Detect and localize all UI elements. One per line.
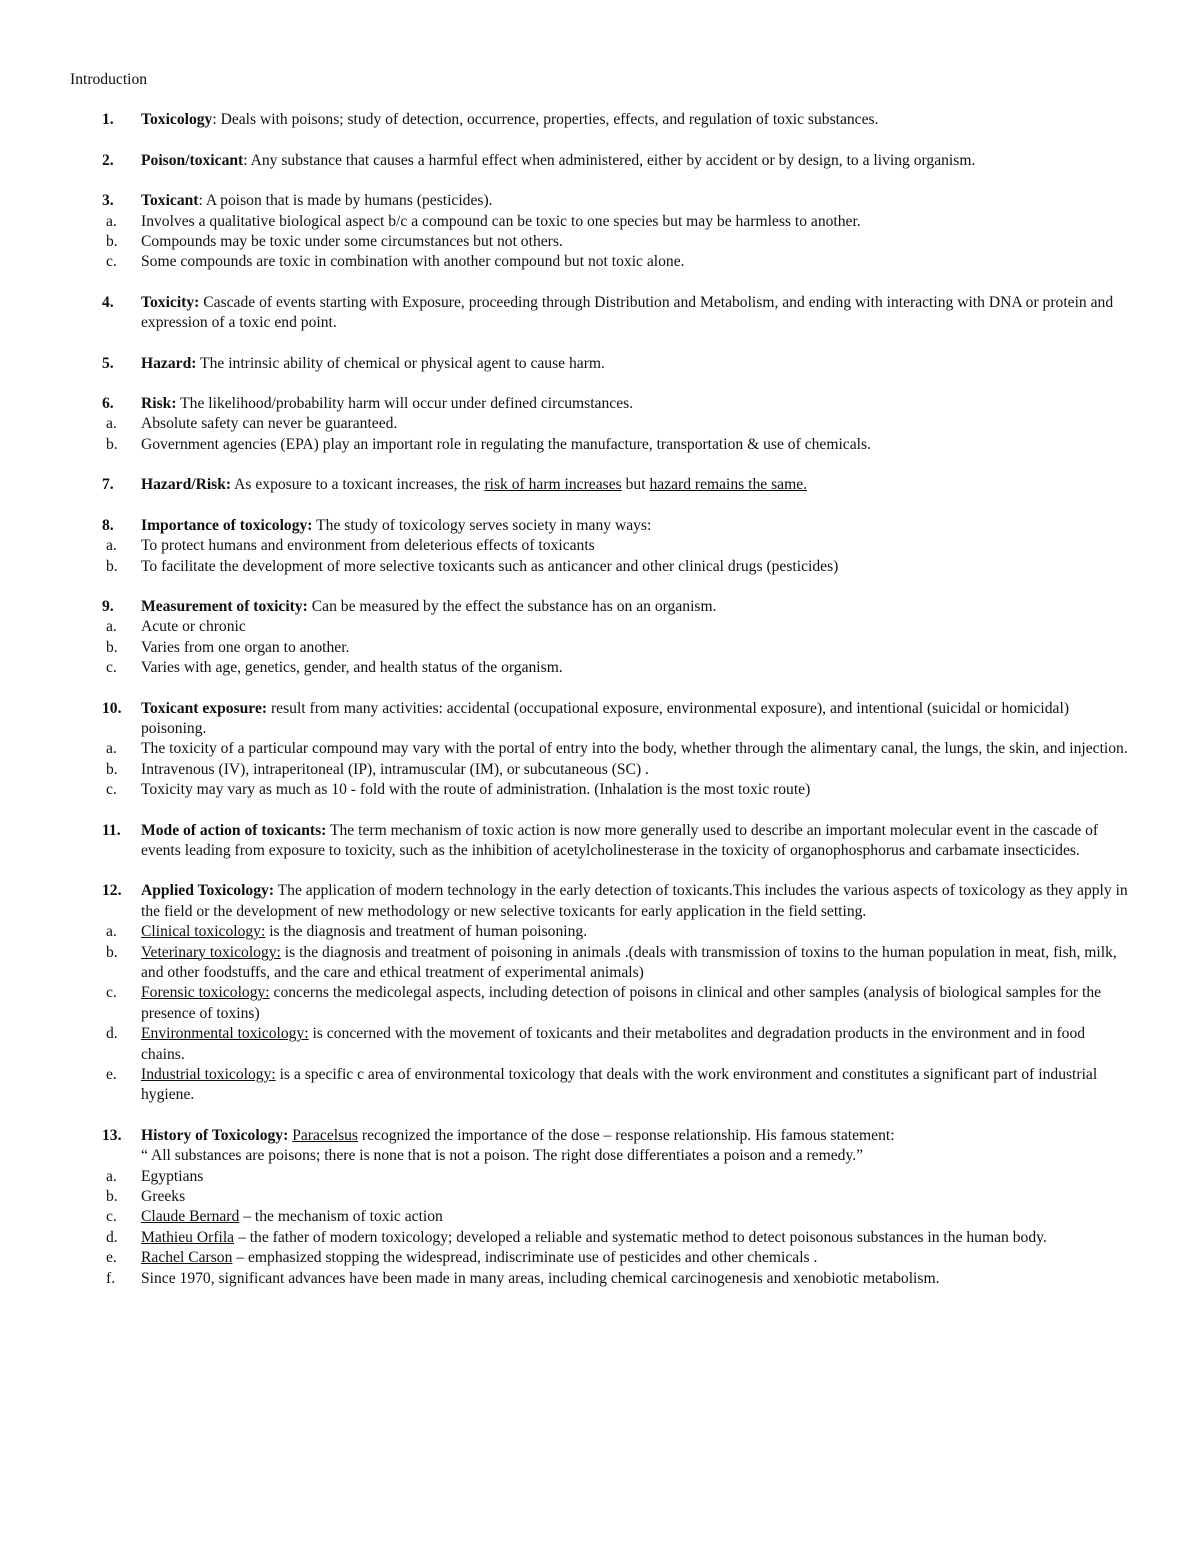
item-text: : A poison that is made by humans (pesticides). — [198, 192, 493, 210]
sub-item-letter: e. — [106, 1066, 117, 1084]
definitions-list — [70, 110, 1130, 1289]
sub-item-text: Involves a qualitative biological aspect b/c a compound can be toxic to one species but may be harmless to another. — [141, 212, 861, 230]
item-number: 2. — [102, 151, 114, 169]
sub-list-item — [71, 638, 1130, 658]
item-number: 10. — [102, 699, 122, 717]
sub-list-item — [71, 922, 1130, 942]
item-number: 7. — [102, 476, 114, 494]
sub-item-text: To protect humans and environment from deleterious effects of toxicants — [141, 537, 595, 555]
sub-item-letter: a. — [106, 212, 117, 230]
item-term: Applied Toxicology: — [141, 882, 275, 900]
sub-item-letter: a. — [106, 618, 117, 636]
sub-item-text: Government agencies (EPA) play an important role in regulating the manufacture, transportation & use of chemicals. — [141, 435, 871, 453]
sub-list — [106, 414, 1130, 455]
item-term: Poison/toxicant — [141, 151, 244, 169]
item-term: Risk: — [141, 395, 177, 413]
list-item — [70, 881, 1130, 1105]
sub-list-item — [71, 780, 1130, 800]
sub-item-letter: b. — [106, 760, 118, 778]
underlined-phrase: risk of harm increases — [484, 476, 622, 494]
sub-item-text: Greeks — [141, 1188, 186, 1206]
sub-item-text: Intravenous (IV), intraperitoneal (IP), intramuscular (IM), or subcutaneous (SC) . — [141, 760, 649, 778]
sub-item-underlined: Industrial toxicology: — [141, 1066, 276, 1084]
sub-item-letter: b. — [106, 233, 118, 251]
sub-item-text: Compounds may be toxic under some circumstances but not others. — [141, 233, 563, 251]
sub-list-item — [71, 1248, 1130, 1268]
list-item — [70, 151, 1130, 171]
item-text: result from many activities: accidental (occupational exposure, environmental exposure), and intentional (suicidal or homicidal) poisoning. — [141, 699, 1070, 737]
item-number: 6. — [102, 395, 114, 413]
sub-list — [106, 617, 1130, 678]
item-term: History of Toxicology: — [141, 1126, 289, 1144]
sub-item-letter: b. — [106, 1188, 118, 1206]
sub-item-underlined: Rachel Carson — [141, 1249, 233, 1267]
sub-list — [106, 922, 1130, 1106]
list-item — [70, 699, 1130, 801]
sub-list-item — [71, 658, 1130, 678]
sub-item-letter: e. — [106, 1249, 117, 1267]
sub-list — [106, 212, 1130, 273]
sub-list — [106, 536, 1130, 577]
sub-item-letter: d. — [106, 1025, 118, 1043]
sub-list-item — [71, 536, 1130, 556]
sub-list-item — [71, 617, 1130, 637]
sub-item-text: Absolute safety can never be guaranteed. — [141, 415, 398, 433]
sub-item-letter: d. — [106, 1228, 118, 1246]
item-term: Toxicant — [141, 192, 199, 210]
sub-item-text: concerns the medicolegal aspects, including detection of poisons in clinical and other samples (analysis of biological samples for the presence of toxins) — [141, 984, 1102, 1022]
sub-item-letter: c. — [106, 659, 117, 677]
sub-item-underlined: Environmental toxicology: — [141, 1025, 309, 1043]
sub-item-letter: a. — [106, 1167, 117, 1185]
item-text: Cascade of events starting with Exposure, proceeding through Distribution and Metabolism, and ending with interacting with DNA or protein and expression of a toxic end point. — [141, 293, 1114, 332]
sub-item-text: – the mechanism of toxic action — [239, 1208, 443, 1226]
underlined-name: Paracelsus — [292, 1126, 359, 1144]
sub-item-text: Toxicity may vary as much as 10 - fold with the route of administration. (Inhalation is the most toxic route) — [141, 781, 811, 799]
sub-item-letter: a. — [106, 740, 117, 758]
sub-item-text: Some compounds are toxic in combination with another compound but not toxic alone. — [141, 253, 685, 271]
sub-list-item — [71, 1065, 1130, 1106]
item-term: Toxicology — [141, 111, 213, 129]
item-text: Can be measured by the effect the substance has on an organism. — [307, 597, 717, 615]
famous-quote: “ All substances are poisons; there is none that is not a poison. The right dose differentiates a poison and a remedy.” — [141, 1147, 864, 1165]
sub-item-letter: c. — [106, 984, 117, 1002]
section-heading: Introduction — [70, 71, 148, 88]
list-item — [70, 597, 1130, 679]
sub-item-text: Varies from one organ to another. — [141, 638, 350, 656]
sub-item-underlined: Forensic toxicology: — [141, 984, 270, 1002]
sub-item-text: is the diagnosis and treatment of poisoning in animals .(deals with transmission of toxins to the human population in meat, fish, milk, and other foodstuffs, and the care and ethical treatment of experimental animals) — [141, 943, 1117, 981]
item-text: The likelihood/probability harm will occur under defined circumstances. — [176, 395, 634, 413]
list-item — [70, 293, 1130, 334]
list-item — [70, 1126, 1130, 1289]
item-text: The term mechanism of toxic action is now more generally used to describe an important molecular event in the cascade of events leading from exposure to toxicity, such as the inhibition of acetylcholinesterase in the toxicity of organophosphorus and carbamate insecticides. — [141, 821, 1099, 859]
list-item — [70, 110, 1130, 130]
sub-item-underlined: Claude Bernard — [141, 1208, 240, 1226]
sub-item-letter: b. — [106, 638, 118, 656]
sub-list-item — [71, 212, 1130, 232]
sub-item-underlined: Clinical toxicology: — [141, 923, 266, 941]
sub-item-text: Varies with age, genetics, gender, and health status of the organism. — [141, 659, 563, 677]
list-item — [70, 354, 1130, 374]
sub-item-text: The toxicity of a particular compound may vary with the portal of entry into the body, whether through the alimentary canal, the lungs, the skin, and injection. — [141, 740, 1128, 758]
sub-list — [106, 1167, 1130, 1289]
item-term: Toxicity: — [141, 293, 200, 311]
item-number: 8. — [102, 516, 114, 534]
item-text: : Deals with poisons; study of detection, occurrence, properties, effects, and regulation of toxic substances. — [212, 111, 879, 129]
sub-list-item — [71, 232, 1130, 252]
item-term: Hazard/Risk: — [141, 476, 232, 494]
item-number: 3. — [102, 192, 114, 210]
list-item — [70, 821, 1130, 862]
sub-list-item — [71, 943, 1130, 984]
sub-item-text: is concerned with the movement of toxicants and their metabolites and degradation products in the environment and in food chains. — [141, 1025, 1086, 1063]
sub-list-item — [71, 739, 1130, 759]
item-number: 5. — [102, 354, 114, 372]
item-number: 9. — [102, 597, 114, 615]
sub-item-letter: b. — [106, 557, 118, 575]
sub-item-underlined: Veterinary toxicology: — [141, 943, 281, 961]
sub-list-item — [71, 414, 1130, 434]
underlined-phrase: hazard remains the same. — [649, 476, 808, 494]
sub-item-text: Acute or chronic — [141, 618, 246, 636]
sub-list-item — [71, 557, 1130, 577]
sub-list-item — [71, 1269, 1130, 1289]
sub-item-letter: c. — [106, 253, 117, 271]
sub-list-item — [71, 1228, 1130, 1248]
document-page — [70, 70, 1130, 1309]
sub-item-letter: b. — [106, 435, 118, 453]
list-item — [70, 516, 1130, 577]
sub-item-text: is the diagnosis and treatment of human poisoning. — [265, 923, 588, 941]
item-text: : Any substance that causes a harmful effect when administered, either by accident or by design, to a living organism. — [243, 151, 976, 169]
sub-item-letter: c. — [106, 1208, 117, 1226]
sub-item-letter: a. — [106, 537, 117, 555]
sub-item-letter: a. — [106, 415, 117, 433]
item-text: recognized the importance of the dose – response relationship. His famous statement: — [358, 1126, 895, 1144]
item-text: The application of modern technology in the early detection of toxicants.This includes the various aspects of toxicology as they apply in the field or the development of new methodology or new selective toxicants for early application in the field setting. — [141, 882, 1128, 920]
sub-item-text: – emphasized stopping the widespread, indiscriminate use of pesticides and other chemicals . — [232, 1249, 818, 1267]
list-item — [70, 191, 1130, 273]
sub-item-text: Since 1970, significant advances have been made in many areas, including chemical carcinogenesis and xenobiotic metabolism. — [141, 1269, 940, 1287]
item-term: Mode of action of toxicants: — [141, 821, 327, 839]
item-text: The intrinsic ability of chemical or physical agent to cause harm. — [196, 354, 605, 372]
list-item — [70, 475, 1130, 495]
sub-list-item — [71, 1024, 1130, 1065]
sub-item-letter: a. — [106, 923, 117, 941]
item-text: The study of toxicology serves society in many ways: — [312, 516, 652, 534]
item-term: Toxicant exposure: — [141, 699, 268, 717]
sub-list-item — [71, 1207, 1130, 1227]
sub-item-text: is a specific c area of environmental toxicology that deals with the work environment and constitutes a significant part of industrial hygiene. — [141, 1066, 1098, 1104]
sub-list — [106, 739, 1130, 800]
item-number: 1. — [102, 111, 114, 129]
sub-item-underlined: Mathieu Orfila — [141, 1228, 235, 1246]
sub-list-item — [71, 1187, 1130, 1207]
sub-list-item — [71, 983, 1130, 1024]
item-number: 12. — [102, 882, 122, 900]
item-text-mid: but — [621, 476, 650, 494]
item-text: As exposure to a toxicant increases, the — [231, 476, 485, 494]
item-term: Hazard: — [141, 354, 197, 372]
sub-list-item — [71, 1167, 1130, 1187]
item-number: 4. — [102, 293, 114, 311]
sub-item-text: To facilitate the development of more selective toxicants such as anticancer and other clinical drugs (pesticides) — [141, 557, 839, 575]
sub-list-item — [71, 760, 1130, 780]
sub-item-letter: c. — [106, 781, 117, 799]
sub-item-text: Egyptians — [141, 1167, 204, 1185]
sub-list-item — [71, 435, 1130, 455]
list-item — [70, 394, 1130, 455]
item-term: Measurement of toxicity: — [141, 597, 308, 615]
sub-item-letter: b. — [106, 943, 118, 961]
item-number: 13. — [102, 1126, 122, 1144]
item-number: 11. — [102, 821, 121, 839]
sub-item-letter: f. — [106, 1269, 116, 1287]
sub-item-text: – the father of modern toxicology; developed a reliable and systematic method to detect poisonous substances in the human body. — [234, 1228, 1047, 1246]
item-term: Importance of toxicology: — [141, 516, 313, 534]
sub-list-item — [71, 252, 1130, 272]
